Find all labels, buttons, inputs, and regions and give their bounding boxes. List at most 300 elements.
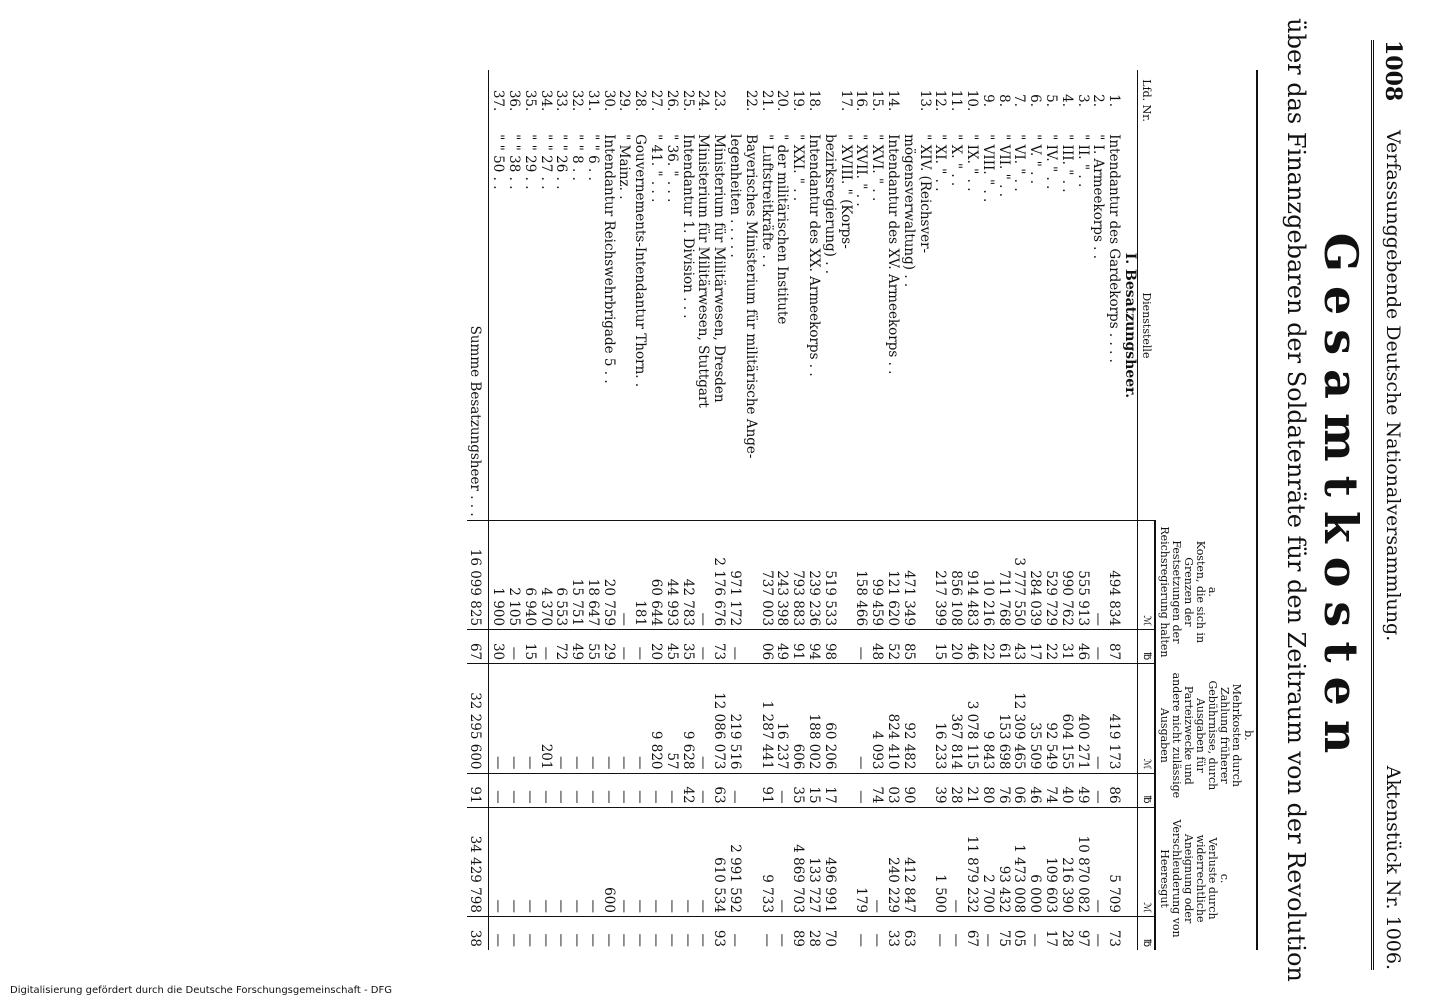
col-b-pf: — — [553, 773, 569, 807]
col-b-pf: 80 — [979, 773, 995, 807]
col-a-mark: 793 883 — [789, 520, 805, 629]
col-a-pf: — — [695, 630, 711, 664]
col-c-pf: 67 — [963, 916, 979, 950]
table-row — [1105, 70, 1121, 950]
row-number: 29. — [616, 89, 633, 112]
col-c-desc: Verluste durch widerrechtliche Aneignung oder Verschleuderung von Heeresgut — [1158, 819, 1219, 938]
table-body — [489, 70, 1138, 950]
col-c-pf: — — [1026, 916, 1042, 950]
col-c-pf — [916, 916, 932, 950]
col-b-mark: — — [505, 664, 521, 773]
row-label: Intendantur Reichswehrbrigade 5 . . — [600, 134, 617, 384]
col-c-pf: — — [632, 916, 648, 950]
col-a-mark: 3 777 550 — [1011, 520, 1027, 629]
col-b-pf: — — [521, 773, 537, 807]
col-b-letter: b. — [1242, 730, 1255, 741]
table-row — [1011, 70, 1027, 950]
cost-table — [467, 70, 1258, 950]
col-c-mark: 9 733 — [758, 807, 774, 916]
row-label: Ministerium für Militärwesen, Stuttgart — [695, 134, 712, 408]
row-label: " " 27 . . — [537, 134, 554, 190]
col-b-mark: — — [853, 664, 869, 773]
col-a-mark — [837, 520, 853, 629]
col-c-mark: — — [663, 807, 679, 916]
col-b-pf: — — [537, 773, 553, 807]
col-b-pf: — — [600, 773, 616, 807]
col-a-pf: 20 — [647, 630, 663, 664]
col-c-pf: 75 — [995, 916, 1011, 950]
col-c-pf: — — [663, 916, 679, 950]
col-a-pf: 31 — [1058, 630, 1074, 664]
row-label: " XIV. (Reichsver- — [916, 134, 933, 254]
table-row — [1026, 70, 1042, 950]
col-b-mark: 35 509 — [1026, 664, 1042, 773]
col-c-mark: 11 879 232 — [963, 807, 979, 916]
col-a-pf: — — [1090, 630, 1106, 664]
row-label: " VIII. " . . — [979, 134, 996, 203]
row-label: " III. " . . — [1058, 134, 1075, 193]
col-a-pf: 35 — [679, 630, 695, 664]
col-a-mark: 2 176 676 — [710, 520, 726, 629]
col-b-pf: — — [726, 773, 742, 807]
col-a-pf — [742, 630, 758, 664]
table-row — [521, 70, 537, 950]
col-a-pf: 98 — [821, 630, 837, 664]
col-a-pf: 48 — [868, 630, 884, 664]
row-number: 5. — [1043, 94, 1060, 108]
col-b-pf — [837, 773, 853, 807]
col-a-header — [1155, 520, 1257, 663]
col-b-header — [1155, 664, 1257, 807]
table-row — [916, 70, 932, 950]
table-row — [1090, 70, 1106, 950]
col-b-pf: — — [1090, 773, 1106, 807]
row-number: 21. — [758, 89, 775, 112]
col-c-mark: — — [632, 807, 648, 916]
row-label: Bayerisches Ministerium für militärische Ange- — [742, 134, 759, 459]
row-label: " IV. " . . — [1043, 134, 1060, 190]
row-number: 18. — [806, 89, 823, 112]
col-a-pf: 43 — [1011, 630, 1027, 664]
col-a-mark: 243 398 — [774, 520, 790, 629]
table-row — [789, 70, 805, 950]
table-row — [710, 70, 726, 950]
row-number — [900, 70, 916, 131]
table-row — [900, 70, 916, 950]
row-label: " IX. " . . — [964, 134, 981, 192]
row-number: 4. — [1058, 94, 1075, 108]
col-c-pf: — — [758, 916, 774, 950]
col-b-mark: 4 093 — [868, 664, 884, 773]
row-label: " 41. " . . . — [648, 134, 665, 203]
running-header — [1371, 40, 1414, 970]
col-c-mark: 179 — [853, 807, 869, 916]
main-title: Gesamtkosten — [1314, 232, 1368, 768]
page-number: 1008 — [1380, 40, 1406, 102]
col-b-pf: 49 — [1074, 773, 1090, 807]
pf-label: ℔ — [1138, 916, 1156, 950]
col-c-pf: — — [553, 916, 569, 950]
row-number: 13. — [916, 89, 933, 112]
row-label: Intendantur des Gardekorps . . . . — [1106, 134, 1123, 363]
mark-label: ℳ — [1138, 664, 1156, 773]
col-c-mark: — — [489, 807, 505, 916]
col-b-mark: — — [600, 664, 616, 773]
col-c-pf: 73 — [1105, 916, 1121, 950]
col-a-pf: 46 — [1074, 630, 1090, 664]
col-b-mark: — — [553, 664, 569, 773]
col-b-mark: 9 843 — [979, 664, 995, 773]
col-a-mark: 60 644 — [647, 520, 663, 629]
col-c-pf: 70 — [821, 916, 837, 950]
col-c-mark: — — [1090, 807, 1106, 916]
col-a-mark: 217 399 — [932, 520, 948, 629]
row-label: " VII. " . . — [995, 134, 1012, 198]
col-c-pf: — — [568, 916, 584, 950]
col-b-mark: 3 078 115 — [963, 664, 979, 773]
row-number: 17. — [837, 89, 854, 112]
row-number: 36. — [505, 89, 522, 112]
col-b-pf: 03 — [884, 773, 900, 807]
row-number: 37. — [490, 89, 507, 112]
col-b-mark: 367 814 — [947, 664, 963, 773]
col-b-mark: 92 549 — [1042, 664, 1058, 773]
col-a-pf: 72 — [553, 630, 569, 664]
col-b-pf: 40 — [1058, 773, 1074, 807]
table-row — [821, 70, 837, 950]
col-a-mark: 6 940 — [521, 520, 537, 629]
row-number: 24. — [695, 89, 712, 112]
subtitle: über das Finanzgebaren der Soldatenräte für den Zeitraum von der Revolution — [1282, 18, 1310, 982]
col-c-mark: 496 991 — [821, 807, 837, 916]
col-b-pf: — — [568, 773, 584, 807]
col-a-mark: 990 762 — [1058, 520, 1074, 629]
row-label: " II. " . . — [1074, 134, 1091, 188]
col-b-pf — [742, 773, 758, 807]
section-title: I. Besatzungsheer. — [1122, 252, 1138, 399]
sum-b-mark: 32 295 600 — [467, 664, 489, 773]
table-row — [647, 70, 663, 950]
sum-label: Summe Besatzungsheer . . . — [467, 131, 489, 520]
col-c-pf — [742, 916, 758, 950]
row-number: 8. — [995, 94, 1012, 108]
col-b-pf: 35 — [789, 773, 805, 807]
col-c-pf: — — [932, 916, 948, 950]
col-a-pf: 45 — [663, 630, 679, 664]
col-a-mark: 239 236 — [805, 520, 821, 629]
col-b-pf: — — [695, 773, 711, 807]
row-label: " " 50 . . — [490, 134, 507, 190]
col-a-pf: 85 — [900, 630, 916, 664]
row-number: 32. — [569, 89, 586, 112]
col-b-mark: 9 820 — [647, 664, 663, 773]
col-b-pf: 17 — [821, 773, 837, 807]
col-a-pf: 17 — [1026, 630, 1042, 664]
row-number: 6. — [1027, 94, 1044, 108]
row-label: legenheiten . . . . . — [727, 134, 744, 258]
col-a-mark: 971 172 — [726, 520, 742, 629]
col-c-pf: — — [774, 916, 790, 950]
table-row — [726, 70, 742, 950]
col-b-mark: — — [584, 664, 600, 773]
row-number: 25. — [679, 89, 696, 112]
col-c-pf: — — [584, 916, 600, 950]
table-row — [837, 70, 853, 950]
col-c-pf: — — [647, 916, 663, 950]
row-label: " Mainz. . — [616, 134, 633, 200]
col-c-pf: — — [600, 916, 616, 950]
col-a-mark: 44 993 — [663, 520, 679, 629]
col-a-pf: 61 — [995, 630, 1011, 664]
col-a-pf: 06 — [758, 630, 774, 664]
pf-label: ℔ — [1138, 773, 1156, 807]
row-number: 28. — [632, 89, 649, 112]
col-c-pf: — — [505, 916, 521, 950]
col-c-mark: 4 869 703 — [789, 807, 805, 916]
col-a-pf: 73 — [710, 630, 726, 664]
row-number: 15. — [869, 89, 886, 112]
col-a-pf — [837, 630, 853, 664]
col-c-pf: — — [979, 916, 995, 950]
col-c-mark: — — [679, 807, 695, 916]
table-row — [553, 70, 569, 950]
col-c-pf: — — [537, 916, 553, 950]
row-number: 7. — [1011, 94, 1028, 108]
pf-label: ℔ — [1138, 630, 1156, 664]
col-b-mark: — — [695, 664, 711, 773]
col-c-letter: c. — [1218, 873, 1231, 884]
col-b-pf: 90 — [900, 773, 916, 807]
col-a-desc: Kosten, die sich in Grenzen der Festsetzungen der Reichsregierung halten — [1158, 526, 1207, 658]
col-a-mark — [916, 520, 932, 629]
col-b-pf: 74 — [1042, 773, 1058, 807]
col-b-mark — [916, 664, 932, 773]
col-a-mark: 1 900 — [489, 520, 505, 629]
row-label: Intendantur des XV. Armeekorps . . — [885, 134, 902, 375]
col-a-pf: 87 — [1105, 630, 1121, 664]
col-c-mark: — — [695, 807, 711, 916]
header-title: Verfassunggebende Deutsche Nationalversammlung. — [1382, 130, 1404, 642]
col-c-mark: 412 847 — [900, 807, 916, 916]
row-label: " VI. " . . — [1011, 134, 1028, 192]
col-c-mark: — — [553, 807, 569, 916]
col-b-mark: — — [521, 664, 537, 773]
col-c-mark: 610 534 — [710, 807, 726, 916]
table-row — [853, 70, 869, 950]
col-c-mark: 109 603 — [1042, 807, 1058, 916]
col-c-mark: — — [947, 807, 963, 916]
document-number: Aktenstück Nr. 1006. — [1382, 765, 1404, 970]
col-c-pf: — — [521, 916, 537, 950]
col-c-mark: — — [584, 807, 600, 916]
mark-label: ℳ — [1138, 520, 1156, 629]
col-c-mark — [916, 807, 932, 916]
col-c-mark: — — [774, 807, 790, 916]
col-c-pf: — — [489, 916, 505, 950]
row-number: 9. — [979, 94, 996, 108]
col-a-mark: 4 370 — [537, 520, 553, 629]
table-row — [868, 70, 884, 950]
row-label: " XI. " . . — [932, 134, 949, 192]
row-number: 30. — [600, 89, 617, 112]
sum-c-pf: 38 — [467, 916, 489, 950]
col-a-pf: 46 — [963, 630, 979, 664]
col-c-mark: — — [616, 807, 632, 916]
col-a-pf — [916, 630, 932, 664]
row-number: 31. — [584, 89, 601, 112]
col-b-mark: 419 173 — [1105, 664, 1121, 773]
col-c-mark: 1 473 008 — [1011, 807, 1027, 916]
col-c-mark: 600 — [600, 807, 616, 916]
col-a-pf: 15 — [521, 630, 537, 664]
col-b-pf: 15 — [805, 773, 821, 807]
table-row — [568, 70, 584, 950]
col-c-mark: 216 390 — [1058, 807, 1074, 916]
table-row — [1058, 70, 1074, 950]
col-a-mark: 471 349 — [900, 520, 916, 629]
col-b-mark: — — [568, 664, 584, 773]
col-c-mark: — — [521, 807, 537, 916]
table-row — [979, 70, 995, 950]
col-a-letter: a. — [1206, 586, 1219, 597]
col-b-pf: 28 — [947, 773, 963, 807]
col-c-mark — [742, 807, 758, 916]
col-b-pf: 21 — [963, 773, 979, 807]
col-a-pf: 22 — [979, 630, 995, 664]
col-b-pf: — — [632, 773, 648, 807]
table-row — [600, 70, 616, 950]
col-b-mark: 219 516 — [726, 664, 742, 773]
table-row — [663, 70, 679, 950]
col-a-mark: 519 533 — [821, 520, 837, 629]
col-b-mark: 92 482 — [900, 664, 916, 773]
col-a-pf: 91 — [789, 630, 805, 664]
row-number: 27. — [648, 89, 665, 112]
col-c-mark: 2 991 592 — [726, 807, 742, 916]
col-c-mark: — — [505, 807, 521, 916]
col-b-pf: 91 — [758, 773, 774, 807]
col-b-pf: 63 — [710, 773, 726, 807]
table-row — [584, 70, 600, 950]
col-c-mark: 10 870 082 — [1074, 807, 1090, 916]
row-label: Intendantur 1. Division . . . — [679, 134, 696, 319]
col-a-mark: 856 108 — [947, 520, 963, 629]
col-c-pf: — — [1090, 916, 1106, 950]
col-a-pf: 55 — [584, 630, 600, 664]
col-a-mark: 737 003 — [758, 520, 774, 629]
col-a-pf: — — [505, 630, 521, 664]
col-b-pf: — — [616, 773, 632, 807]
col-nr-header: Lfd. Nr. — [1138, 70, 1258, 131]
col-b-pf: — — [774, 773, 790, 807]
col-c-pf: 17 — [1042, 916, 1058, 950]
row-label: " " 8 . . — [569, 134, 586, 181]
row-label: " " 38 . . — [505, 134, 522, 190]
row-number — [726, 70, 742, 131]
col-a-mark: — — [1090, 520, 1106, 629]
table-row — [505, 70, 521, 950]
row-label: " XXI. " . . — [790, 134, 807, 202]
row-number: 35. — [521, 89, 538, 112]
col-c-mark: — — [568, 807, 584, 916]
row-label: mögensverwaltung) . . — [900, 134, 917, 288]
table-row — [616, 70, 632, 950]
row-number: 33. — [553, 89, 570, 112]
col-b-mark: 12 309 465 — [1011, 664, 1027, 773]
col-a-pf: 29 — [600, 630, 616, 664]
row-number: 23. — [711, 89, 728, 112]
col-a-mark: — — [695, 520, 711, 629]
col-c-pf: 33 — [884, 916, 900, 950]
table-row — [695, 70, 711, 950]
col-b-pf: 46 — [1026, 773, 1042, 807]
col-c-mark: — — [868, 807, 884, 916]
table-row — [963, 70, 979, 950]
row-number: 10. — [964, 89, 981, 112]
col-c-pf: — — [679, 916, 695, 950]
col-b-mark: 153 698 — [995, 664, 1011, 773]
col-b-mark: 16 233 — [932, 664, 948, 773]
col-c-mark: 6 000 — [1026, 807, 1042, 916]
row-label: " der militärischen Institute — [774, 134, 791, 325]
col-c-pf: — — [726, 916, 742, 950]
col-a-pf: 20 — [947, 630, 963, 664]
col-b-desc: Mehrkosten durch Zahlung früherer Gebührnisse, durch Ausgaben für Parteizwecke und andere nicht zulässige Ausgaben — [1158, 672, 1243, 799]
col-a-pf: 94 — [805, 630, 821, 664]
table-row — [995, 70, 1011, 950]
col-c-pf: 05 — [1011, 916, 1027, 950]
col-c-pf: 97 — [1074, 916, 1090, 950]
col-b-mark — [837, 664, 853, 773]
column-letter-row — [1155, 70, 1257, 950]
col-b-pf: — — [489, 773, 505, 807]
col-b-pf: — — [663, 773, 679, 807]
col-c-pf: — — [616, 916, 632, 950]
row-number: 14. — [885, 89, 902, 112]
col-c-mark: 1 500 — [932, 807, 948, 916]
table-row — [1074, 70, 1090, 950]
col-a-mark: 20 759 — [600, 520, 616, 629]
table-row — [805, 70, 821, 950]
table-row — [489, 70, 505, 950]
row-number: 22. — [742, 89, 759, 112]
col-b-mark: 9 628 — [679, 664, 695, 773]
col-c-mark: 5 709 — [1105, 807, 1121, 916]
col-a-pf: — — [537, 630, 553, 664]
row-label: Gouvernements-Intendantur Thorn. . — [632, 134, 649, 388]
col-b-pf: — — [647, 773, 663, 807]
col-b-mark: 824 410 — [884, 664, 900, 773]
col-a-pf: 49 — [774, 630, 790, 664]
table-row — [632, 70, 648, 950]
col-c-mark: 133 727 — [805, 807, 821, 916]
table-row — [742, 70, 758, 950]
table-row — [758, 70, 774, 950]
col-a-mark: 914 483 — [963, 520, 979, 629]
sum-c-mark: 34 429 798 — [467, 807, 489, 916]
col-b-pf: 42 — [679, 773, 695, 807]
col-b-pf: 06 — [1011, 773, 1027, 807]
section-row — [1121, 70, 1137, 950]
col-a-pf: — — [616, 630, 632, 664]
col-a-mark: 121 620 — [884, 520, 900, 629]
col-dienststelle-header: Dienststelle — [1138, 131, 1258, 520]
row-label: " " 6 . . — [584, 134, 601, 181]
col-a-pf: 22 — [1042, 630, 1058, 664]
table-row — [679, 70, 695, 950]
row-number: 34. — [537, 89, 554, 112]
table-row — [932, 70, 948, 950]
